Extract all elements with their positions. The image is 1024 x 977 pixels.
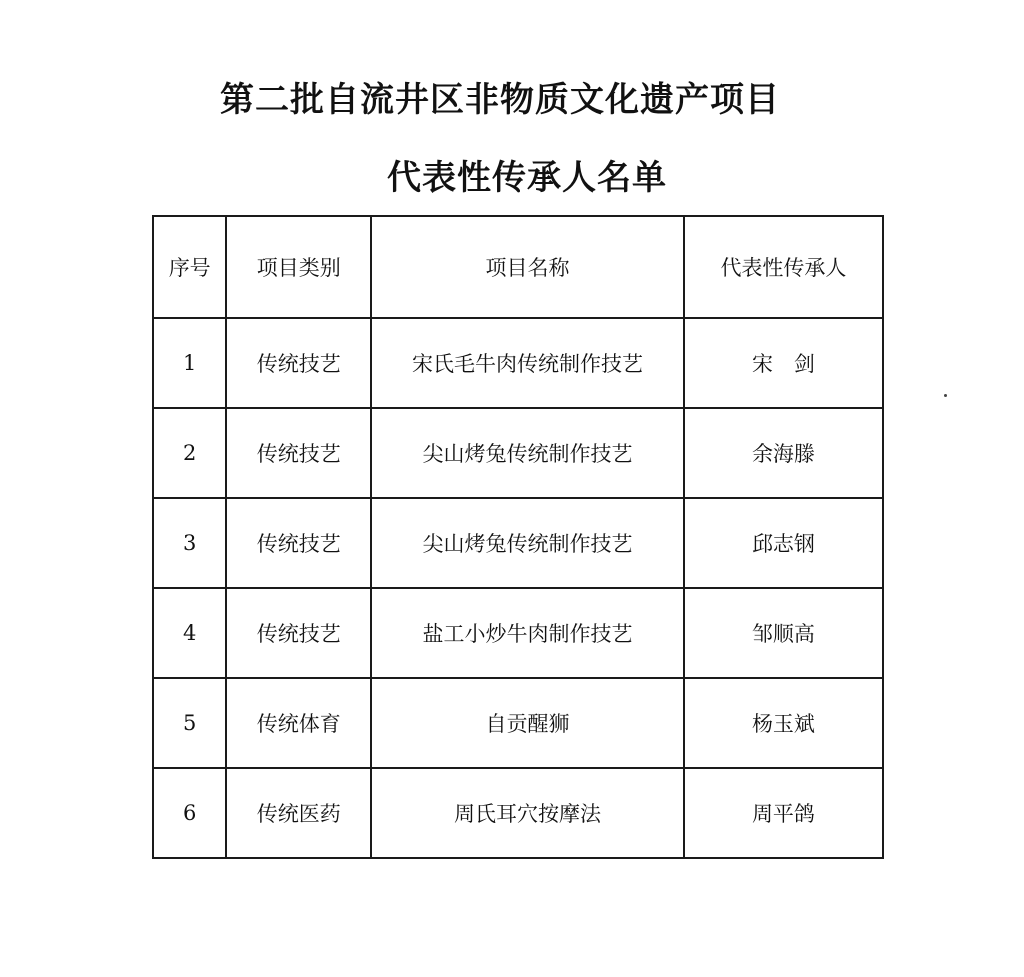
row-project-name: 宋氏毛牛肉传统制作技艺 [371,318,684,408]
table-row [153,318,883,408]
inheritor-table [152,215,884,859]
table-row [153,768,883,858]
header-serial-number: 序号 [153,216,226,318]
row-number: 5 [153,678,226,768]
table-row [153,498,883,588]
row-number: 3 [153,498,226,588]
row-category: 传统技艺 [226,588,371,678]
row-inheritor: 周平鸽 [684,768,883,858]
row-project-name: 尖山烤兔传统制作技艺 [371,408,684,498]
table-row [153,678,883,768]
header-project-name: 项目名称 [371,216,684,318]
row-inheritor: 邱志钢 [684,498,883,588]
row-category: 传统医药 [226,768,371,858]
row-number: 4 [153,588,226,678]
row-project-name: 尖山烤兔传统制作技艺 [371,498,684,588]
row-category: 传统技艺 [226,498,371,588]
row-number: 6 [153,768,226,858]
row-inheritor: 余海滕 [684,408,883,498]
header-inheritor: 代表性传承人 [684,216,883,318]
scan-speck [944,394,947,397]
row-project-name: 盐工小炒牛肉制作技艺 [371,588,684,678]
table-row [153,408,883,498]
table-header-row [153,216,883,318]
document-title-line-1: 第二批自流井区非物质文化遗产项目 [220,80,780,120]
document-title-line-2: 代表性传承人名单 [387,158,667,198]
table-row [153,588,883,678]
row-number: 1 [153,318,226,408]
row-project-name: 自贡醒狮 [371,678,684,768]
row-inheritor: 邹顺高 [684,588,883,678]
row-category: 传统技艺 [226,318,371,408]
row-category: 传统体育 [226,678,371,768]
row-inheritor: 杨玉斌 [684,678,883,768]
row-inheritor: 宋 剑 [684,318,883,408]
row-project-name: 周氏耳穴按摩法 [371,768,684,858]
row-category: 传统技艺 [226,408,371,498]
header-project-category: 项目类别 [226,216,371,318]
row-number: 2 [153,408,226,498]
